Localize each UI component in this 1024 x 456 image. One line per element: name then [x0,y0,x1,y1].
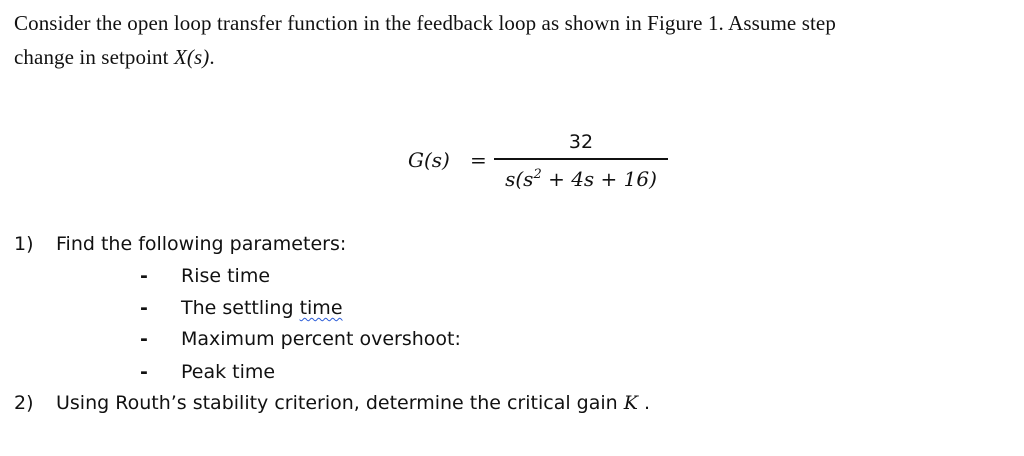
problem-statement [14,6,1014,74]
question-1-number: 1) [14,233,34,255]
intro-line-2 [14,40,1014,74]
denominator-suffix: + 4s + 16) [541,166,657,191]
bullet-dash: - [140,328,148,350]
bullet-dash: - [140,265,148,287]
question-2-number: 2) [14,392,34,414]
transfer-function-equation [408,128,678,198]
fraction-bar [494,158,668,160]
bullet-dash: - [140,297,148,319]
item-peak-time: Peak time [181,361,276,383]
settling-prefix: The settling [181,297,300,319]
intro-line-1: Consider the open loop transfer function in the feedback loop as shown in Figure 1. Assume step [14,11,836,35]
spellcheck-underlined-word[interactable]: time [299,297,343,319]
equation-denominator [494,162,668,192]
bullet-dash: - [140,361,148,383]
question-1-text: Find the following parameters: [56,233,347,255]
denominator-prefix: s(s [505,166,534,191]
question-2-text [56,392,650,414]
equation-fraction [494,128,668,192]
critical-gain-variable: K [623,392,638,414]
intro-line-2-suffix: . [209,45,215,69]
item-rise-time: Rise time [181,265,271,287]
question-2-suffix: . [637,392,651,414]
equation-equals: = [470,148,487,172]
equation-lhs: G(s) [408,148,450,172]
equation-numerator: 32 [568,131,594,153]
question-2-body: Using Routh’s stability criterion, determine the critical gain [56,392,624,414]
item-max-overshoot: Maximum percent overshoot: [181,328,461,350]
denominator-exponent: 2 [533,166,542,182]
item-settling-time [181,297,343,319]
intro-line-2-prefix: change in setpoint [14,45,174,69]
setpoint-variable: X(s) [173,45,210,69]
